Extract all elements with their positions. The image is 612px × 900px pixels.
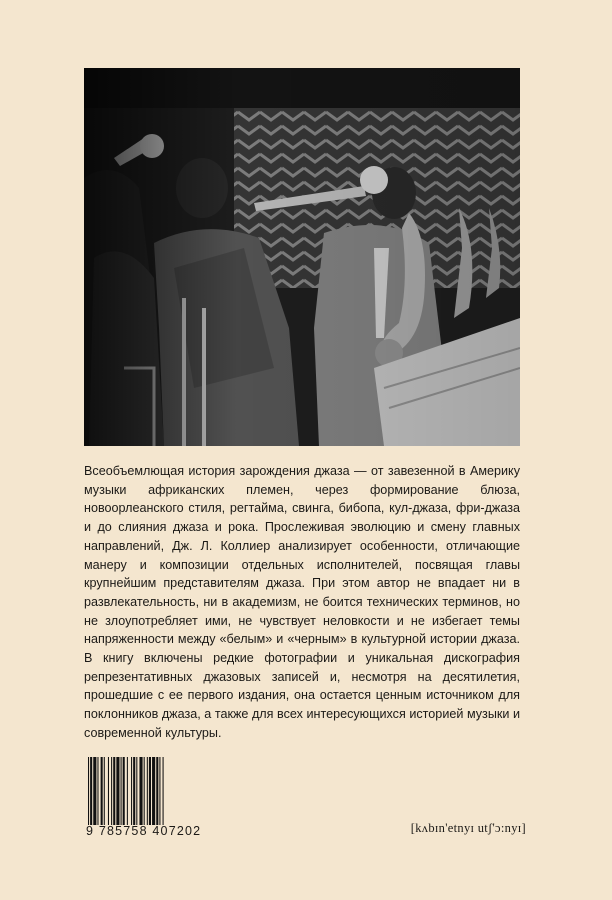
barcode-bar	[90, 757, 92, 825]
barcode-bars	[86, 757, 198, 825]
barcode-bar	[159, 757, 160, 825]
barcode-bar	[139, 757, 142, 825]
barcode-bar	[101, 757, 103, 825]
jazz-band-photo	[84, 68, 520, 446]
isbn-barcode	[86, 757, 202, 845]
barcode-bar	[152, 757, 155, 825]
barcode-bar	[88, 757, 89, 825]
barcode-bar	[108, 757, 109, 825]
barcode-bar	[116, 757, 119, 825]
barcode-bar	[127, 757, 128, 825]
photo-illustration	[84, 68, 520, 446]
isbn-digits: 9 785758 407202	[86, 824, 202, 838]
barcode-bar	[147, 757, 148, 825]
publisher-mark: [kʌbɪn'etnyɪ utʃ'ɔ:nyɪ]	[410, 821, 526, 835]
barcode-bar	[113, 757, 115, 825]
barcode-bar	[163, 757, 164, 825]
barcode-bar	[123, 757, 125, 825]
book-description: Всеобъемлющая история зарождения джаза — от завезенной в Америку музыки африканских племен, через формирование блюза, новоорлеанского стиля, регтайма, свинга, бибопа, кул-джаза, фри-джаза и до слияния джаза и рока. Прослеживая эволюцию и смену главных направлений, Дж. Л. Коллиер анализирует особенности, отличающие манеру и композиции отдельных исполнителей, посвящая главы крупнейшим представителям джаза. При этом автор не впадает ни в развлекательность, ни в академизм, не боится технических терминов, но не злоупотребляет ими, не чувствует неловкости и не избегает темы напряженности между «белым» и «черным» в культурной истории джаза. В книгу включены редкие фотографии и уникальная дискография репрезентативных джазовых записей и, несмотря на десятилетия, прошедшие с ее первого издания, она остается ценным источником для поклонников джаза, а также для всех интересующихся историей музыки и современной культуры.	[84, 464, 520, 740]
barcode-bar	[133, 757, 135, 825]
barcode-bar	[104, 757, 105, 825]
barcode-bar	[144, 757, 145, 825]
barcode-bar	[149, 757, 151, 825]
barcode-bar	[121, 757, 122, 825]
barcode-bar	[131, 757, 132, 825]
barcode-bar	[111, 757, 112, 825]
barcode-bar	[136, 757, 137, 825]
barcode-bar	[156, 757, 158, 825]
barcode-bar	[97, 757, 98, 825]
barcode-bar	[93, 757, 96, 825]
